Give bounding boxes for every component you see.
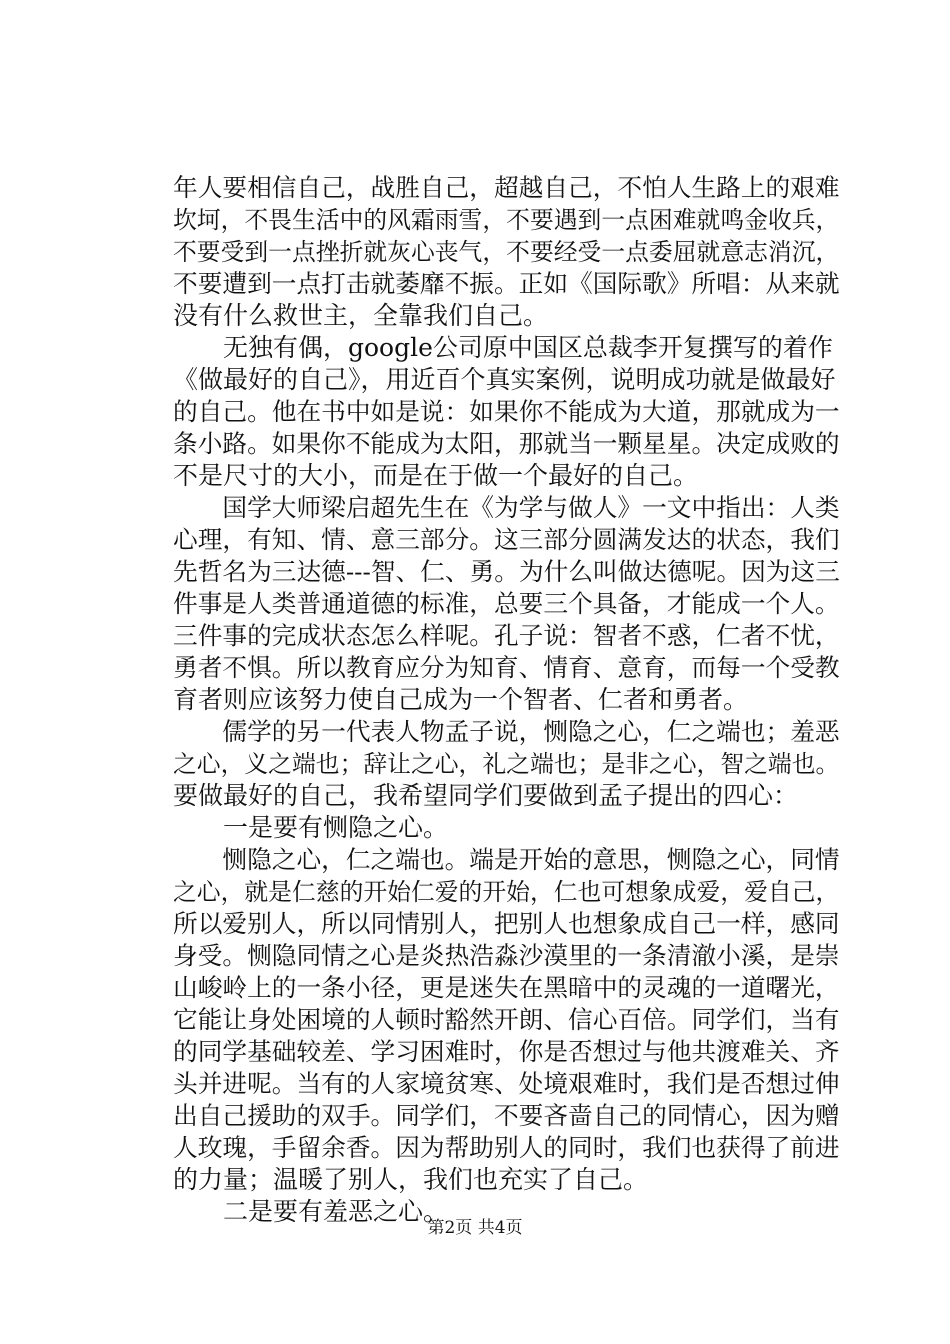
text-line: 不要受到一点挫折就灰心丧气，不要经受一点委屈就意志消沉， (173, 238, 840, 266)
text-line: 身受。恻隐同情之心是炎热浩淼沙漠里的一条清澈小溪，是崇 (173, 941, 840, 970)
text-line: 三件事的完成状态怎么样呢。孔子说：智者不惑，仁者不忧， (173, 621, 840, 650)
text-line: 之心，就是仁慈的开始仁爱的开始，仁也可想象成爱，爱自己， (173, 878, 840, 906)
text-line: 二是要有羞恶之心。 (173, 1197, 449, 1226)
text-line: 的力量；温暖了别人，我们也充实了自己。 (173, 1165, 649, 1194)
text-line: 年人要相信自己，战胜自己，超越自己，不怕人生路上的艰难 (173, 173, 840, 202)
document-body (173, 172, 841, 1228)
text-line: 不要遭到一点打击就萎靡不振。正如《国际歌》所唱：从来就 (173, 269, 840, 298)
text-line: 它能让身处困境的人顿时豁然开朗、信心百倍。同学们，当有 (173, 1005, 840, 1034)
text-line: 条小路。如果你不能成为太阳，那就当一颗星星。决定成败的 (173, 429, 840, 458)
text-line: 要做最好的自己，我希望同学们要做到孟子提出的四心： (173, 781, 799, 810)
text-line: 坎坷，不畏生活中的风霜雨雪，不要遇到一点困难就鸣金收兵， (173, 206, 840, 234)
text-line: 先哲名为三达德---智、仁、勇。为什么叫做达德呢。因为这三 (173, 557, 840, 586)
text-line: 所以爱别人，所以同情别人，把别人也想象成自己一样，感同 (173, 909, 840, 938)
text-line: 的自己。他在书中如是说：如果你不能成为大道，那就成为一 (173, 397, 840, 426)
text-line: 不是尺寸的大小，而是在于做一个最好的自己。 (173, 461, 699, 490)
text-line: 没有什么救世主，全靠我们自己。 (173, 301, 549, 330)
text-line: 恻隐之心，仁之端也。端是开始的意思，恻隐之心，同情 (173, 845, 840, 874)
text-line: 《做最好的自己》，用近百个真实案例，说明成功就是做最好 (173, 365, 836, 394)
text-line: 无独有偶，google公司原中国区总裁李开复撰写的着作 (173, 333, 833, 362)
text-line: 头并进呢。当有的人家境贫寒、处境艰难时，我们是否想过伸 (173, 1069, 840, 1098)
text-line: 育者则应该努力使自己成为一个智者、仁者和勇者。 (173, 685, 749, 714)
text-line: 件事是人类普通道德的标准，总要三个具备，才能成一个人。 (173, 589, 840, 618)
text-line: 国学大师梁启超先生在《为学与做人》一文中指出：人类 (173, 493, 840, 522)
text-line: 勇者不惧。所以教育应分为知育、情育、意育，而每一个受教 (173, 653, 840, 682)
page-number-footer: 第2页 共4页 (427, 1218, 523, 1238)
text-line: 出自己援助的双手。同学们，不要吝啬自己的同情心，因为赠 (173, 1101, 840, 1130)
text-line: 一是要有恻隐之心。 (173, 813, 449, 842)
text-line: 山峻岭上的一条小径，更是迷失在黑暗中的灵魂的一道曙光， (173, 973, 840, 1002)
text-line: 心理，有知、情、意三部分。这三部分圆满发达的状态，我们 (173, 525, 840, 554)
text-line: 人玫瑰，手留余香。因为帮助别人的同时，我们也获得了前进 (173, 1133, 840, 1162)
text-line: 儒学的另一代表人物孟子说，恻隐之心，仁之端也；羞恶 (173, 717, 840, 746)
text-line: 之心，义之端也；辞让之心，礼之端也；是非之心，智之端也。 (173, 750, 840, 778)
text-line: 的同学基础较差、学习困难时，你是否想过与他共渡难关、齐 (173, 1037, 840, 1066)
